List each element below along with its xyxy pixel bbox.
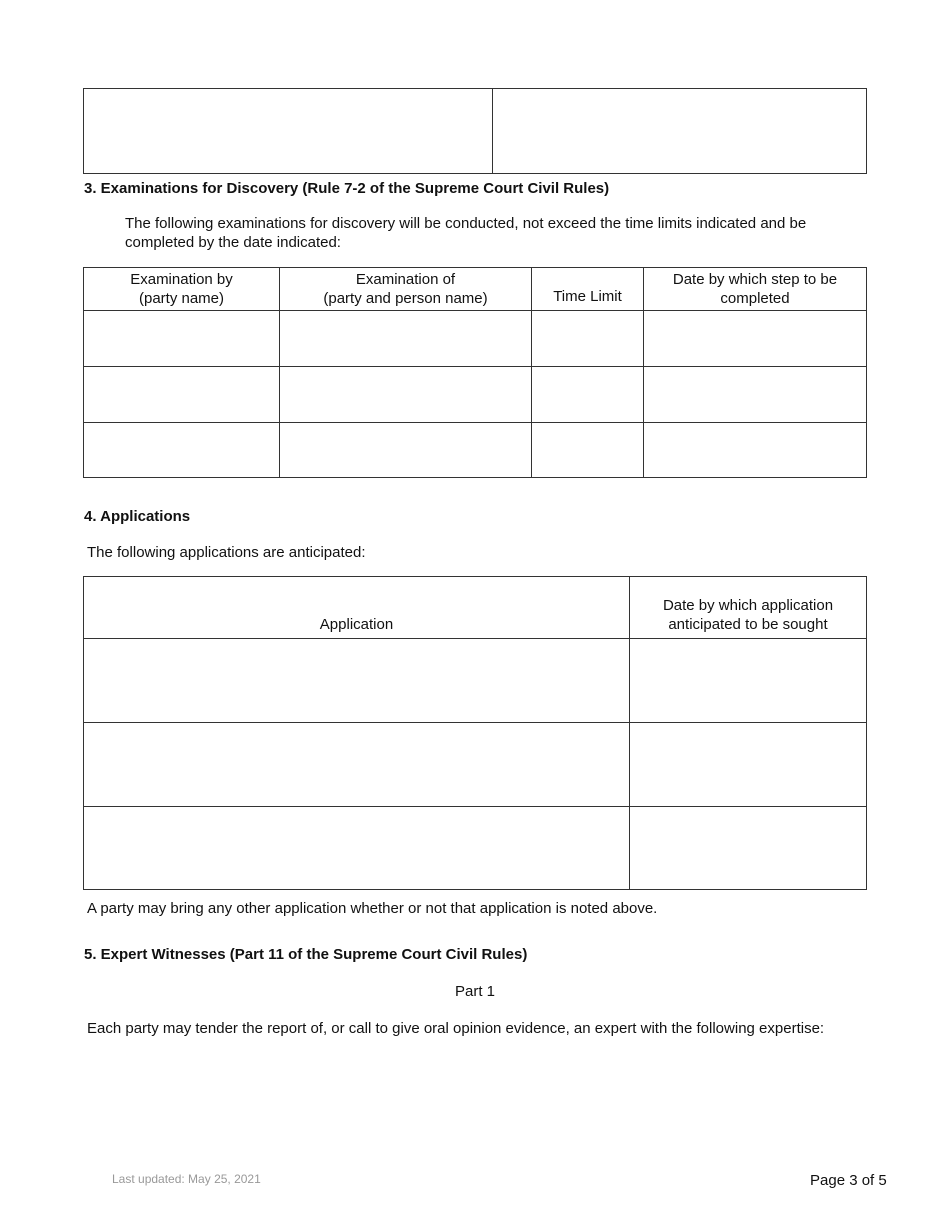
- section-5-intro: Each party may tender the report of, or call to give oral opinion evidence, an expert with the following expertise:: [87, 1020, 825, 1037]
- continued-table: [83, 88, 867, 174]
- section-4-note: A party may bring any other application whether or not that application is noted above.: [87, 900, 658, 917]
- table-row: [84, 723, 867, 807]
- header-line: Examination by: [130, 271, 233, 288]
- col-time-limit-header: [532, 268, 644, 311]
- col-application-header: [84, 577, 630, 639]
- section-3-intro: The following examinations for discovery will be conducted, not exceed the time limits indicated and be completed by the date indicated:: [125, 215, 807, 251]
- table-cell[interactable]: [280, 311, 532, 367]
- continued-cell[interactable]: [84, 89, 493, 174]
- table-cell[interactable]: [532, 423, 644, 478]
- section-3-heading: 3. Examinations for Discovery (Rule 7-2 of the Supreme Court Civil Rules): [84, 180, 610, 197]
- table-row: [84, 807, 867, 890]
- applications-table: [83, 576, 867, 890]
- table-cell[interactable]: [630, 723, 867, 807]
- table-cell[interactable]: [644, 311, 867, 367]
- table-row: [84, 367, 867, 423]
- table-cell[interactable]: [280, 367, 532, 423]
- header-line: anticipated to be sought: [668, 616, 828, 633]
- table-row: [84, 423, 867, 478]
- table-row: [84, 311, 867, 367]
- applications-header-row: [84, 577, 867, 639]
- header-line: Time Limit: [553, 288, 622, 305]
- header-line: Date by which step to be: [672, 271, 838, 288]
- examinations-table: [83, 267, 867, 478]
- table-row: [84, 639, 867, 723]
- table-cell[interactable]: [630, 807, 867, 890]
- table-cell[interactable]: [84, 639, 630, 723]
- table-cell[interactable]: [630, 639, 867, 723]
- col-date-header: [644, 268, 867, 311]
- page-number: Page 3 of 5: [810, 1172, 887, 1189]
- section-5-part-label: Part 1: [454, 983, 496, 1000]
- header-line: (party and person name): [323, 290, 488, 307]
- header-line: Date by which application: [662, 597, 834, 614]
- table-cell[interactable]: [280, 423, 532, 478]
- table-cell[interactable]: [644, 367, 867, 423]
- section-4-intro: The following applications are anticipated:: [87, 544, 366, 561]
- continued-cell[interactable]: [493, 89, 867, 174]
- table-cell[interactable]: [532, 311, 644, 367]
- col-examination-of-header: [280, 268, 532, 311]
- examinations-header-row: [84, 268, 867, 311]
- table-cell[interactable]: [644, 423, 867, 478]
- col-examination-by-header: [84, 268, 280, 311]
- table-cell[interactable]: [84, 311, 280, 367]
- table-cell[interactable]: [532, 367, 644, 423]
- header-line: Examination of: [355, 271, 456, 288]
- last-updated-text: Last updated: May 25, 2021: [112, 1172, 261, 1186]
- table-cell[interactable]: [84, 723, 630, 807]
- table-cell[interactable]: [84, 423, 280, 478]
- header-line: completed: [720, 290, 790, 307]
- table-cell[interactable]: [84, 807, 630, 890]
- section-4-heading: 4. Applications: [84, 508, 191, 525]
- header-line: Application: [319, 616, 394, 633]
- section-5-heading: 5. Expert Witnesses (Part 11 of the Supreme Court Civil Rules): [84, 946, 528, 963]
- header-line: (party name): [138, 290, 225, 307]
- table-cell[interactable]: [84, 367, 280, 423]
- col-date-application-header: [630, 577, 867, 639]
